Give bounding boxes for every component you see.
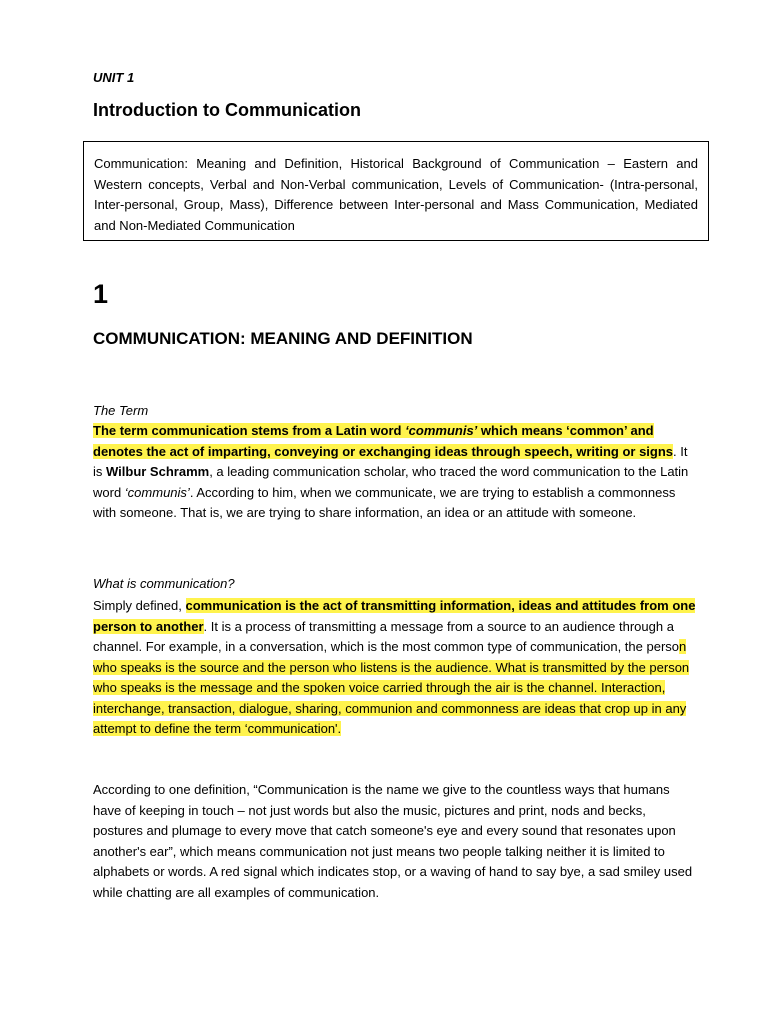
unit-label: UNIT 1 (93, 70, 135, 85)
what-is-paragraph (93, 596, 699, 740)
what-is-heading: What is communication? (93, 576, 235, 591)
highlight-span (93, 423, 673, 459)
what-is-highlight-2: n who speaks is the source and the person who listens is the audience. What is transmitted by the person who speaks is the (93, 639, 690, 695)
the-term-text: . It is (93, 443, 688, 479)
what-is-lead: Simply defined, (93, 598, 186, 613)
communis-italic: ‘communis’ (124, 484, 190, 500)
chapter-title: COMMUNICATION: MEANING AND DEFINITION (93, 329, 473, 348)
syllabus-box: Communication: Meaning and Definition, Historical Background of Communication – Eastern and Western concepts, Verbal and Non-Verbal communication, Levels of Communication- (Intra-personal, Inter-personal, Group, Mass), Difference between Inter-personal and Mass Communication, Mediated and Non-Mediated Communication (83, 141, 709, 241)
chapter-number: 1 (93, 279, 109, 309)
the-term-text-2: , a leading communication scholar, who traced the word communication to the Latin word (93, 464, 689, 500)
the-term-hl-text-2: which means ‘common’ and denotes the act of imparting, conveying or exchanging ideas through speech, writing or signs (93, 423, 674, 459)
definition-paragraph: According to one definition, “Communication is the name we give to the countless ways that humans have of keeping in touch – not just words but also the music, pictures and print, nods and becks, postures and plumage to every move that catch someone's eye and every sound that resonates upon another's ear”, which means communication not just means two people talking neither it is limited to alphabets or words. A red signal which indicates stop, or a waving of hand to say bye, a sad smiley used while chatting are all examples of communication. (93, 782, 693, 900)
the-term-hl-text: The term communication stems from a Latin word (93, 423, 406, 438)
what-is-highlight-3: message and the spoken voice carried through the air is the channel. Interaction, interchange, transaction, dialogue, sharing, communion and commonness are ideas that crop up in any attempt to define the term ‘communication'. (93, 680, 687, 736)
the-term-paragraph (93, 421, 699, 524)
definition-highlight: communication is the act of transmitting information, ideas and attitudes from one person to another (93, 598, 696, 634)
what-is-text: . It is a process of transmitting a message from a source to an audience through a channel. For example, in a conversation, which is the most common type of communication, the perso (93, 618, 680, 654)
communis-word: ‘communis’ (405, 423, 478, 438)
unit-title: Introduction to Communication (93, 100, 361, 120)
the-term-text-3: . According to him, when we communicate, we are trying to establish a commonness with someone. That is, we are trying to share information, an idea or an attitude with someone. (93, 484, 676, 520)
the-term-heading: The Term (93, 403, 149, 418)
schramm-name: Wilbur Schramm (106, 464, 210, 479)
